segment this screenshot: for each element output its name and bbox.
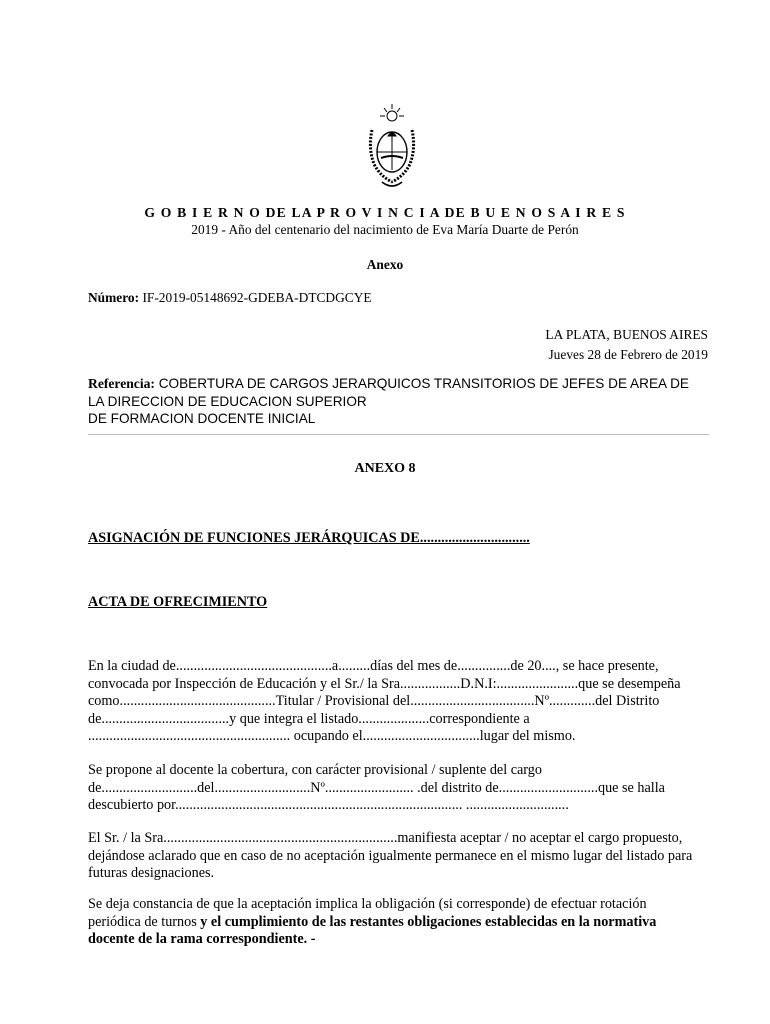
paragraph-line: de...........................del...........................Nº......................... .del distrito de............................que se halla xyxy=(88,779,665,796)
paragraph-line: como............................................Titular / Provisional del...................................Nº.............del Distrito xyxy=(88,693,660,710)
year-motto: 2019 - Año del centenario del nacimiento de Eva María Duarte de Perón xyxy=(191,222,579,237)
paragraph-line: dejándose aclarado que en caso de no aceptación igualmente permanece en el mismo lugar del listado para xyxy=(88,847,693,864)
paragraph-line xyxy=(88,931,738,949)
paragraph-line: ......................................................... ocupando el.................................lugar del mismo. xyxy=(88,728,576,745)
paragraph-line: de....................................y que integra el listado....................correspondiente a xyxy=(88,710,530,727)
header-divider xyxy=(88,434,709,435)
section-heading-assignment: ASIGNACIÓN DE FUNCIONES JERÁRQUICAS DE............................... xyxy=(88,530,530,546)
referencia xyxy=(88,375,718,428)
paragraph-line: convocada por Inspección de Educación y el Sr./ la Sra.................D.N.I:.......................que se desempeña xyxy=(88,675,681,692)
document-type: Anexo xyxy=(366,257,404,272)
place-date-block xyxy=(545,325,708,365)
place: LA PLATA, BUENOS AIRES xyxy=(545,327,708,342)
paragraph-ciudad xyxy=(88,658,738,746)
paragraph-line: descubierto por................................................................................. ............................. xyxy=(88,797,569,814)
paragraph-text: periódica de turnos xyxy=(88,913,201,930)
paragraph-line: Se deja constancia de que la aceptación implica la obligación (si corresponde) de efectuar rotación xyxy=(88,896,647,912)
government-header: G O B I E R N O DE LA P R O V I N C I A DE B U E N O S A I R E S xyxy=(144,205,626,220)
paragraph-line: futuras designaciones. xyxy=(88,865,215,882)
paragraph-line xyxy=(88,914,738,932)
paragraph-line: El Sr. / la Sra..................................................................manifiesta aceptar / no aceptar el cargo propuesto, xyxy=(88,830,683,846)
referencia-line: LA DIRECCION DE EDUCACION SUPERIOR xyxy=(88,393,367,409)
paragraph-propuesta xyxy=(88,762,738,815)
provincial-seal-icon xyxy=(364,100,420,196)
paragraph-line: En la ciudad de............................................a.........días del mes de...............de 20...., se hace presente, xyxy=(88,658,659,674)
paragraph-line: Se propone al docente la cobertura, con carácter provisional / suplente del cargo xyxy=(88,762,542,778)
paragraph-bold-text: docente de la rama correspondiente. - xyxy=(88,931,316,948)
date: Jueves 28 de Febrero de 2019 xyxy=(548,347,708,362)
referencia-line: DE FORMACION DOCENTE INICIAL xyxy=(88,411,316,426)
referencia-line: COBERTURA DE CARGOS JERARQUICOS TRANSITORIOS DE JEFES DE AREA DE xyxy=(158,376,689,391)
referencia-label: Referencia: xyxy=(88,376,155,391)
section-heading-acta: ACTA DE OFRECIMIENTO xyxy=(88,594,268,610)
numero-value: IF-2019-05148692-GDEBA-DTCDGCYE xyxy=(142,290,372,305)
paragraph-constancia xyxy=(88,896,738,949)
document-number xyxy=(88,289,372,307)
paragraph-aceptacion xyxy=(88,830,738,883)
numero-label: Número: xyxy=(88,290,140,305)
paragraph-bold-text: y el cumplimiento de las restantes obligaciones establecidas en la normativa xyxy=(200,913,657,930)
annex-title: ANEXO 8 xyxy=(354,461,416,476)
